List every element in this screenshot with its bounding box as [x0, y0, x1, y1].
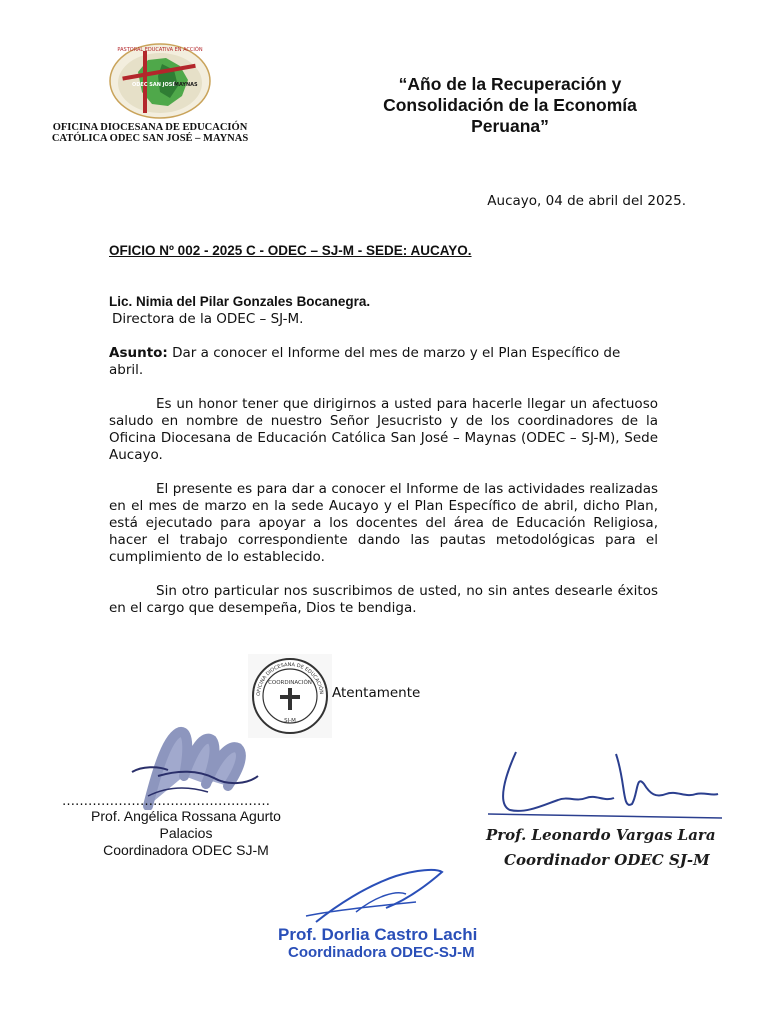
- subject-label: Asunto:: [109, 345, 168, 361]
- subject-line: [109, 345, 658, 379]
- svg-text:SJ-M: SJ-M: [284, 718, 296, 724]
- motto-line-2: Consolidación de la Economía: [383, 95, 637, 115]
- recipient-name: Lic. Nimia del Pilar Gonzales Bocanegra.: [109, 294, 371, 309]
- signatory-vargas-role: Coordinador ODEC SJ-M: [504, 851, 710, 869]
- signature-vargas: [486, 744, 722, 826]
- subject-text: Dar a conocer el Informe del mes de marzo y el Plan Específico de abril.: [109, 345, 621, 378]
- signatory-agurto: [62, 808, 310, 859]
- signatory-name-line-1: Prof. Angélica Rossana Agurto: [91, 808, 281, 824]
- svg-text:PASTORAL EDUCATIVA EN ACCIÓN: PASTORAL EDUCATIVA EN ACCIÓN: [117, 47, 203, 53]
- org-line-2: CATÓLICA ODEC SAN JOSÉ – MAYNAS: [51, 133, 249, 144]
- paragraph-farewell: Sin otro particular nos suscribimos de usted, no sin antes desearle éxitos en el cargo que desempeña, Dios te bendiga.: [109, 583, 658, 616]
- oficio-reference: OFICIO Nº 002 - 2025 C - ODEC – SJ-M - SEDE: AUCAYO.: [109, 243, 472, 258]
- svg-text:COORDINACIÓN: COORDINACIÓN: [268, 680, 312, 686]
- svg-text:OFICINA DIOCESANA DE EDUCACIÓN: OFICINA DIOCESANA DE EDUCACIÓN: [255, 661, 324, 697]
- signatory-castro: Prof. Dorlia Castro Lachi: [278, 925, 478, 944]
- svg-text:MAYNAS: MAYNAS: [174, 82, 198, 88]
- paragraph-purpose: El presente es para dar a conocer el Informe de las actividades realizadas en el mes de marzo en la sede Aucayo y el Plan Específico de abril, dicho Plan, está ejecutado para apoyar a los docentes del área de Educación Religiosa, hacer el trabajo correspondiente dando las pautas metodológicas para el cumplimiento de lo establecido.: [109, 481, 658, 565]
- odec-logo: [108, 42, 212, 120]
- signatory-name-line-2: Palacios: [159, 825, 213, 841]
- paragraph-greeting: Es un honor tener que dirigirnos a usted para hacerle llegar un afectuoso saludo en nombre de nuestro Señor Jesucristo y de los coordinadores de la Oficina Diocesana de Educación Católica San José – Maynas (ODEC – SJ-M), Sede Aucayo.: [109, 396, 658, 463]
- signatory-vargas: Prof. Leonardo Vargas Lara: [486, 826, 716, 844]
- organization-name: [40, 122, 260, 144]
- closing-salutation: Atentamente: [332, 685, 421, 701]
- motto-line-1: “Año de la Recuperación y: [398, 74, 622, 94]
- letter-date: Aucayo, 04 de abril del 2025.: [487, 193, 686, 209]
- signature-line: …………………………………………: [62, 794, 270, 809]
- signatory-role: Coordinadora ODEC SJ-M: [103, 842, 269, 858]
- year-motto: [340, 74, 680, 137]
- org-line-1: OFICINA DIOCESANA DE EDUCACIÓN: [52, 122, 248, 133]
- svg-text:ODEC SAN JOSÉ: ODEC SAN JOSÉ: [132, 82, 176, 88]
- recipient-role: Directora de la ODEC – SJ-M.: [112, 311, 304, 327]
- motto-line-3: Peruana”: [471, 116, 549, 136]
- signature-castro: [296, 866, 446, 926]
- signatory-castro-role: Coordinadora ODEC-SJ-M: [288, 944, 475, 961]
